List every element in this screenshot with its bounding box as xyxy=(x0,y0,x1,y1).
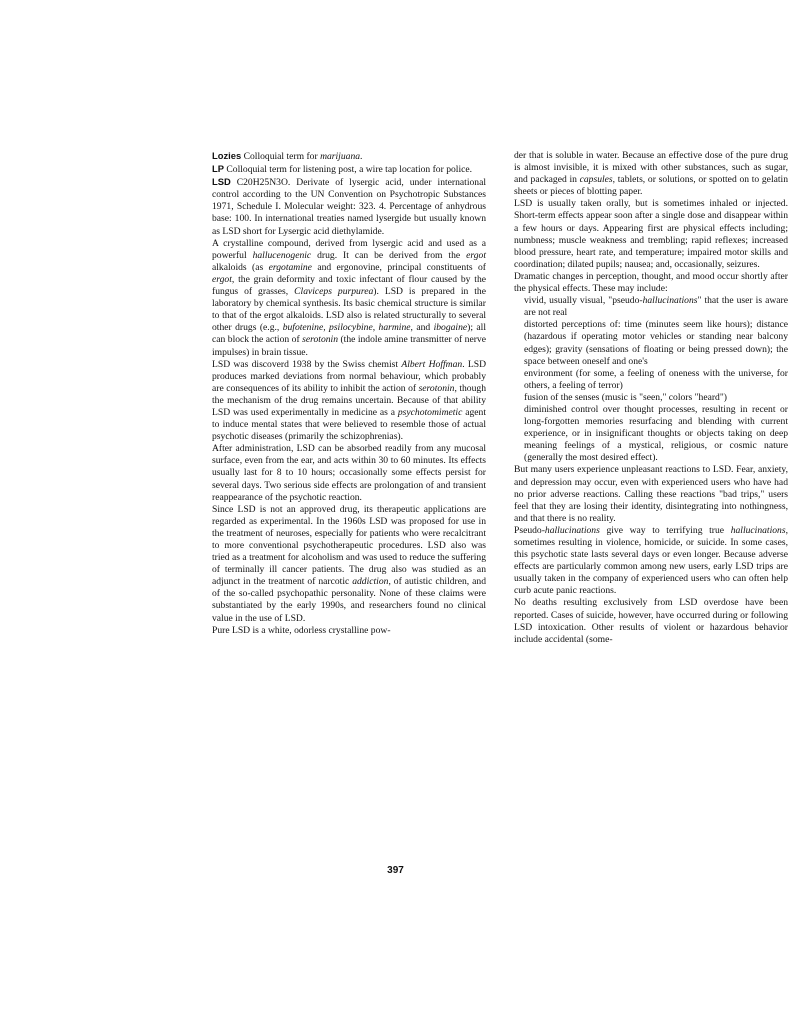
paragraph-usually: LSD is usually taken orally, but is sometimes inhaled or injected. Short-term effects appear soon after a single dose and disappear within a few hours or days. Appearing first are physical effects including; numbness; muscle weakness and trembling; rapid reflexes; increased blood pressure, heart rate, and temperature; impaired motor skills and coordination; dilated pupils; nausea; and, occasionally, seizures. xyxy=(514,198,788,270)
italic-term: serotonin xyxy=(302,334,338,346)
text-run: Pseudo- xyxy=(514,524,545,536)
italic-term: bufotenine xyxy=(282,322,324,334)
entry-term: Lozies xyxy=(212,150,242,161)
text-run: and ergonovine, principal constituents of xyxy=(311,261,486,273)
italic-term: hallucinations xyxy=(544,524,600,536)
italic-term: ergotamine xyxy=(268,261,312,273)
text-run: , tablets, or solutions, or spotted on to gelatin sheets or pieces of blotting paper. xyxy=(514,174,788,198)
italic-term: hallucenogenic xyxy=(252,249,312,261)
italic-term: addiction xyxy=(352,576,389,588)
entry-text: Colloquial term for xyxy=(241,151,321,162)
text-run: der that is soluble in water. Because an effective dose of the pure drug is almost invisible, it is mixed with other substances, such as sugar, and packaged in xyxy=(514,150,788,186)
text-run: , the grain deformity and toxic infectant of flour caused by the fungus of grasses, xyxy=(212,273,486,298)
paragraph-dramatic: Dramatic changes in perception, thought, and mood occur shortly after the physical effects. These may include: xyxy=(514,270,788,295)
text-run: , sometimes resulting in violence, homicide, or suicide. In some cases, this psychotic state lasts several days or even longer. Because adverse effects are particularly common among new users, early LSD trips are usually taken in the company of experienced users who can often help curb acute panic reactions. xyxy=(514,524,788,597)
italic-term: marijuana xyxy=(320,151,361,162)
paragraph-crystalline xyxy=(212,238,486,359)
italic-term: harmine xyxy=(378,322,411,334)
italic-term: Albert Hoffman xyxy=(401,358,463,370)
text-run: LSD was discoverd 1938 by the Swiss chemist xyxy=(212,358,402,370)
italic-term: hallucinations xyxy=(642,295,698,307)
text-run: alkaloids (as xyxy=(212,261,269,273)
text-run: , and xyxy=(410,322,434,334)
italic-term: ergot xyxy=(466,249,486,261)
text-run: , of autistic children, and of the so-called psychopathic personality. None of these claims were substantiated by the early 1990s, and researchers found no clinical value in the use of LSD. xyxy=(212,576,486,624)
italic-term: capsules xyxy=(579,174,613,186)
list-item-diminished: diminished control over thought processes, resulting in recent or long-forgotten memories resurfacing and blending with current experience, or in insignificant thoughts or objects taking on deep meaning feelings of a mystical, religious, or cosmic nature (generally the most desired effect). xyxy=(524,403,788,464)
paragraph-pseudo xyxy=(514,525,788,598)
text-run: agent to induce mental states that were believed to resemble those of actual psychotic diseases (primarily the schizophrenias). xyxy=(212,406,486,443)
text-run: drug. It can be derived from the xyxy=(311,249,467,261)
italic-term: hallucinations xyxy=(730,524,786,536)
entry-text: Derivate of lysergic acid, under international control according to the UN Convention on Psychotropic Substances 1971, Schedule I. Molecular weight: 323. 4. Percentage of anhydrous base: 100. In international treaties named lysergide but usually known as LSD short for Lysergic acid diethylamide. xyxy=(212,177,487,237)
italic-term: ergot xyxy=(212,273,232,285)
list-item-vivid xyxy=(514,295,788,319)
text-run: " that the user is aware are not real xyxy=(524,295,789,319)
list-item-fusion: fusion of the senses (music is "seen," colors "heard") xyxy=(524,391,727,403)
text-run: ). LSD is prepared in the laboratory by chemical synthesis. Its basic chemical structure is similar to that of the ergot alkaloids. LSD also is related structurally to several other drugs (e.g., xyxy=(212,286,486,334)
text-run: (the indole amine transmitter of nerve impulses) in brain tissue. xyxy=(212,334,486,358)
paragraph-since xyxy=(212,504,486,625)
text-run: . LSD produces marked deviations from normal behaviour, which probably are consequences of its ability to inhibit the action of xyxy=(212,358,486,394)
paragraph-administration: After administration, LSD can be absorbed readily from any mucosal surface, even from the ear, and acts within 30 to 60 minutes. Its effects usually last for 8 to 10 hours; occasionally some effects persist for several days. Two serious side effects are prolongation of and transient reappearance of the psychotic reaction. xyxy=(212,443,486,503)
entry-lozies xyxy=(212,150,486,163)
text-run: , xyxy=(372,322,379,334)
entry-term: LP xyxy=(212,163,224,175)
entry-term: LSD xyxy=(212,176,231,188)
italic-term: Claviceps purpurea xyxy=(294,286,374,298)
paragraph-but: But many users experience unpleasant reactions to LSD. Fear, anxiety, and depression may occur, even with experienced users who have had no prior adverse reactions. Calling these reactions "bad trips," users feel that they are losing their identity, disintegrating into nothingness, and that there is no reality. xyxy=(514,464,788,524)
entry-text: Colloquial term for listening post, a wire tap location for police. xyxy=(223,164,473,176)
page-number: 397 xyxy=(387,865,404,876)
italic-term: psychotomimetic xyxy=(397,406,463,418)
paragraph-continued xyxy=(514,150,788,198)
chemical-formula: C20H25N3O. xyxy=(230,177,291,189)
text-run: , xyxy=(323,322,330,334)
text-run: ); all can block the action of xyxy=(212,322,487,346)
text-run: give way to terrifying true xyxy=(599,524,731,536)
entry-lsd xyxy=(212,176,486,237)
left-column xyxy=(212,150,486,637)
paragraph-discovered xyxy=(212,359,486,444)
italic-term: psilocybine xyxy=(329,322,373,334)
italic-term: ibogaine xyxy=(433,322,468,334)
text-run: vivid, usually visual, "pseudo- xyxy=(524,295,643,307)
entry-end: . xyxy=(360,151,363,162)
text-run: A crystalline compound, derived from lysergic acid and used as a powerful xyxy=(212,237,486,261)
list-item-environment: environment (for some, a feeling of oneness with the universe, for others, a feeling of terror) xyxy=(524,367,788,391)
text-run: Since LSD is not an approved drug, its therapeutic applications are regarded as experimental. In the 1960s LSD was proposed for use in the treatment of neuroses, especially for patients who were recalcitrant to more conventional psychotherapeutic procedures. LSD also was tried as a treatment for alcoholism and was used to reduce the suffering of terminally ill cancer patients. The drug also was studied as an adjunct in the treatment of narcotic xyxy=(212,503,486,588)
entry-lp xyxy=(212,163,486,176)
paragraph-pure: Pure LSD is a white, odorless crystalline pow- xyxy=(212,624,391,636)
italic-term: serotonin xyxy=(418,382,455,394)
list-item-distorted: distorted perceptions of: time (minutes seem like hours); distance (hazardous if operating motor vehicles or standing near balcony edges); gravity (sensations of floating or being pressed down); the space between oneself and one's xyxy=(524,319,788,367)
right-column xyxy=(514,150,788,646)
paragraph-no-deaths: No deaths resulting exclusively from LSD overdose have been reported. Cases of suicide, however, have occurred during or following LSD intoxication. Other results of violent or hazardous behavior include accidental (some- xyxy=(514,597,788,645)
text-run: , though the mechanism of the drug remains uncertain. Because of that ability LSD was used experimentally in medicine as a xyxy=(212,382,486,418)
